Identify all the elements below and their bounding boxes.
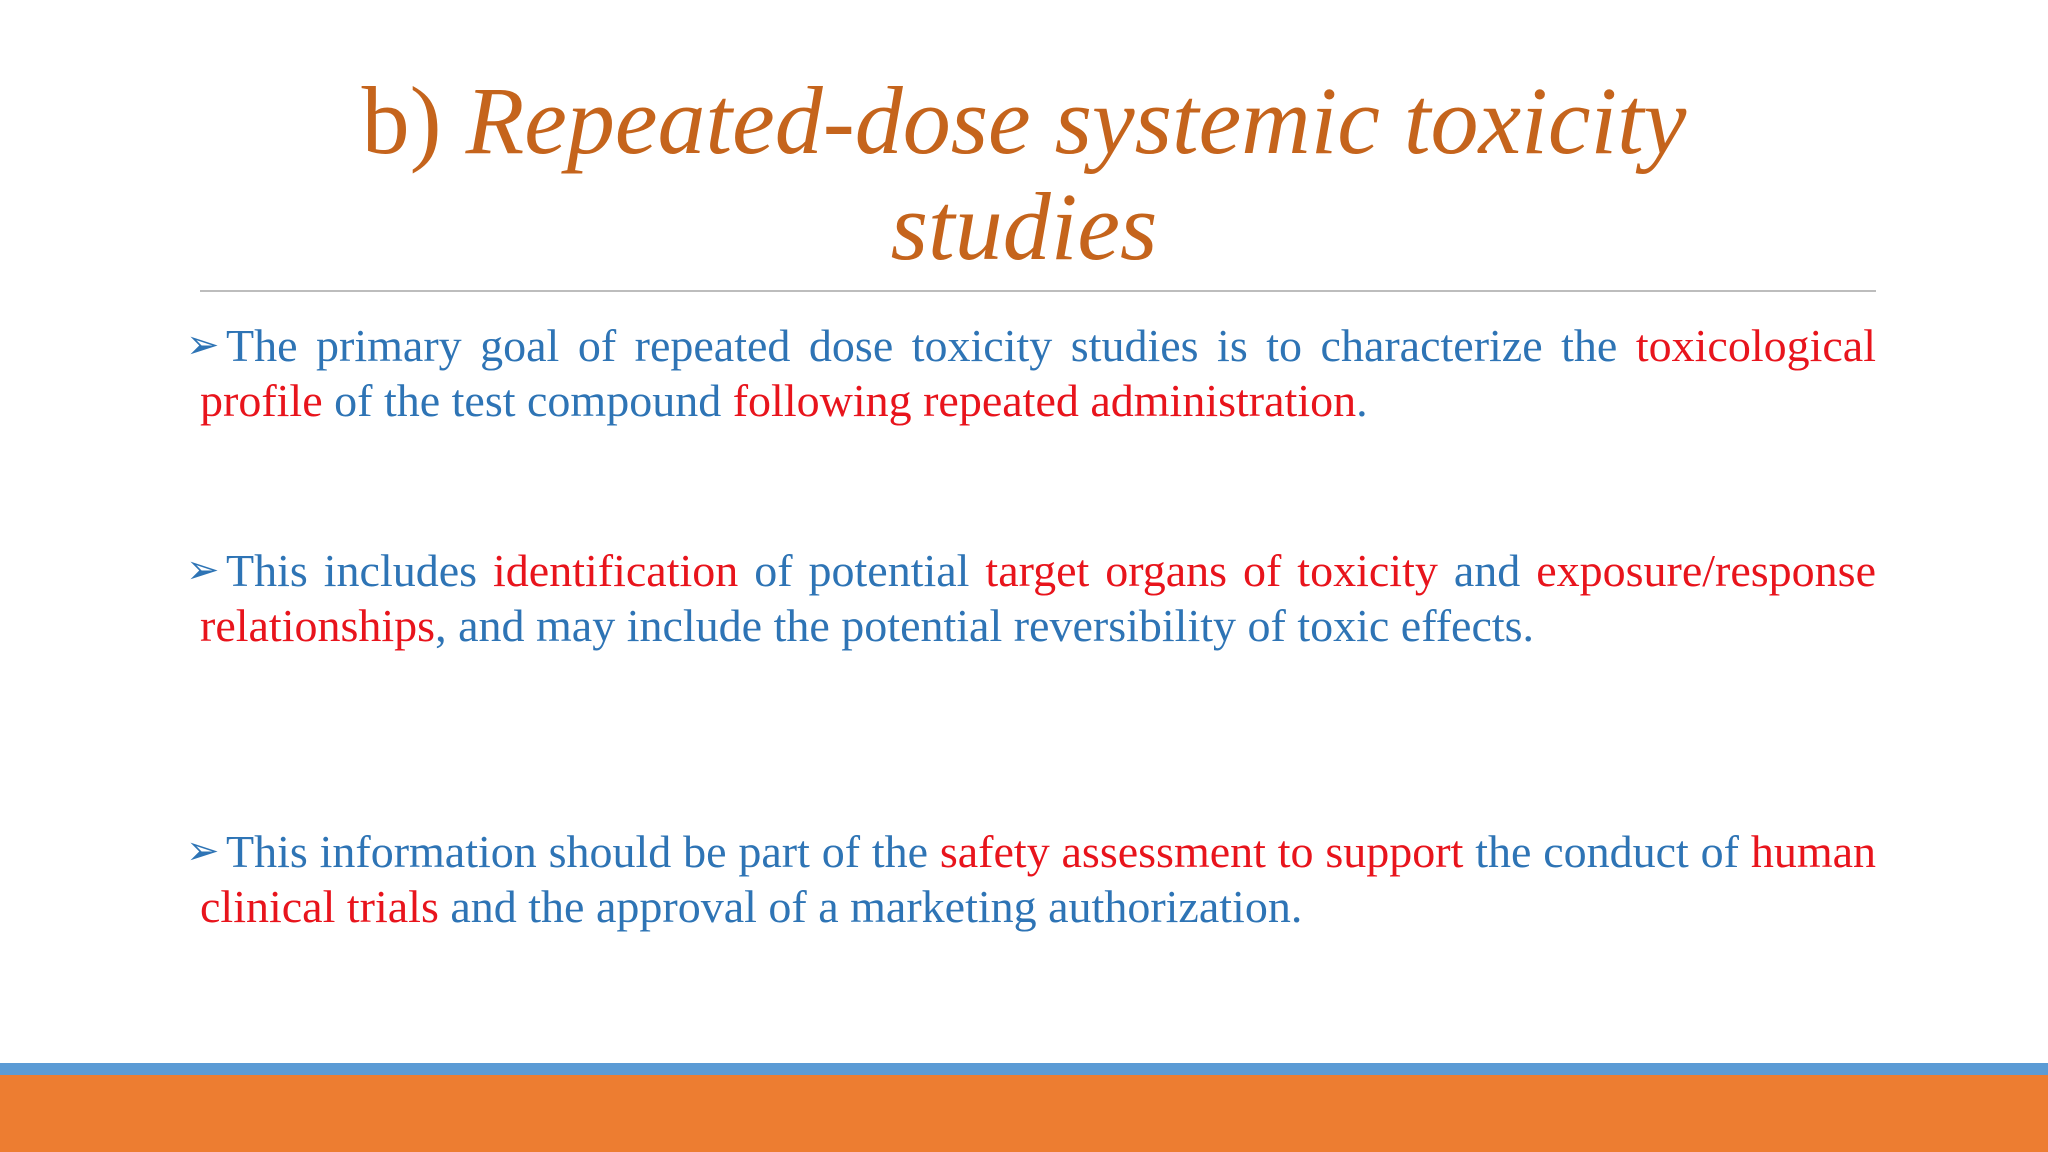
footer-blue-bar	[0, 1063, 2048, 1075]
title-divider	[200, 290, 1876, 292]
bullet-segment: of the test compound	[322, 375, 733, 426]
arrow-bullet-icon: ➢	[186, 547, 220, 593]
highlighted-term: safety assessment to support	[939, 826, 1464, 877]
highlighted-term: toxicological profile	[200, 320, 1876, 426]
bullet-item-3	[186, 824, 1877, 934]
bullet-segment: of potential	[738, 545, 986, 596]
bullet-segment: .	[1356, 375, 1368, 426]
bullet-item-1	[186, 318, 1876, 428]
footer-orange-bar	[0, 1075, 2048, 1152]
highlighted-term: human clinical trials	[200, 826, 1877, 932]
highlighted-term: target organs of toxicity	[985, 545, 1438, 596]
arrow-bullet-icon: ➢	[186, 828, 220, 874]
title-prefix: b)	[361, 67, 442, 174]
bullet-segment: and	[1437, 545, 1537, 596]
title-line-2: studies	[890, 173, 1158, 280]
bullet-segment: This includes	[226, 545, 493, 596]
bullet-text	[200, 824, 1876, 934]
bullet-item-2	[186, 543, 1876, 653]
arrow-bullet-icon: ➢	[186, 322, 220, 368]
bullet-segment: , and may include the potential reversibility of toxic effects.	[435, 600, 1535, 651]
title-line-1: Repeated-dose systemic toxicity	[465, 67, 1687, 174]
bullet-segment: and the approval of a marketing authorization.	[438, 881, 1303, 932]
bullet-segment: the conduct of	[1463, 826, 1751, 877]
bullet-segment: This information should be part of the	[226, 826, 940, 877]
bullet-text	[200, 543, 1876, 653]
highlighted-term: exposure/response relationships	[200, 545, 1876, 651]
highlighted-term: following repeated administration	[732, 375, 1357, 426]
bullet-text	[200, 318, 1876, 428]
highlighted-term: identification	[493, 545, 739, 596]
slide-title	[0, 68, 2048, 280]
bullet-segment: The primary goal of repeated dose toxicity studies is to characterize the	[226, 320, 1636, 371]
